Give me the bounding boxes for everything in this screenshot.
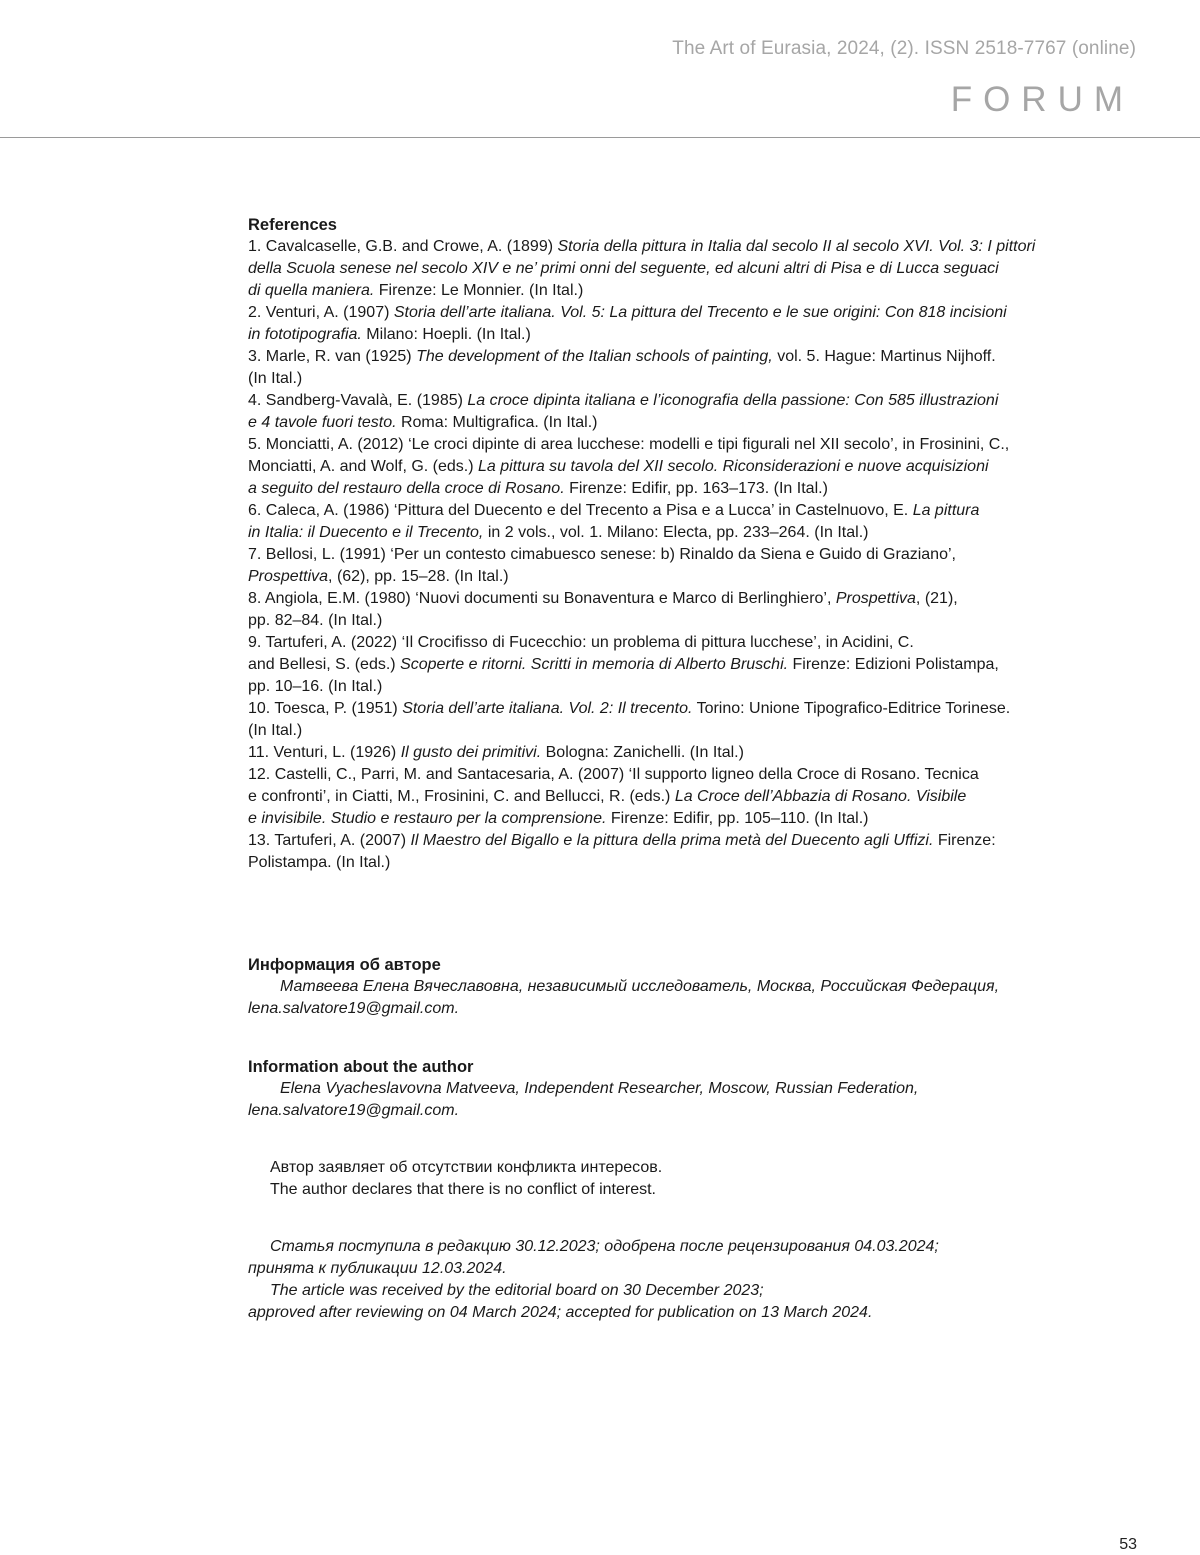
reference-text: 7. Bellosi, L. (1991) ‘Per un contesto cimabuesco senese: b) Rinaldo da Siena e Guido di Graziano’, [248,546,956,563]
page-number: 53 [1119,1536,1137,1553]
conflict-en: The author declares that there is no conflict of interest. [270,1181,656,1198]
reference-text: 12. Castelli, C., Parri, M. and Santacesaria, A. (2007) ‘Il supporto ligneo della Croce di Rosano. Tecnica [248,766,979,783]
reference-line [248,852,1148,874]
reference-line [248,500,1148,522]
reference-entry [248,302,1148,346]
reference-line [248,456,1148,478]
journal-citation: The Art of Eurasia, 2024, (2). ISSN 2518-7767 (online) [672,38,1136,59]
reference-line [248,544,1148,566]
reference-entry [248,434,1148,500]
reference-title-text: a seguito del restauro della croce di Rosano. [248,480,565,497]
reference-text: 9. Tartuferi, A. (2022) ‘Il Crocifisso di Fucecchio: un problema di pittura lucchese’, in Acidini, C. [248,634,914,651]
author-info-ru [248,954,1148,1020]
reference-line [248,654,1148,676]
reference-title-text: Storia dell’arte italiana. Vol. 5: La pittura del Trecento e le sue origini: Con 818 incisioni [393,304,1007,321]
reference-title-text: La pittura [912,502,980,519]
dates-en-line2: approved after reviewing on 04 March 2024; accepted for publication on 13 March 2024. [248,1304,873,1321]
reference-line [248,720,1148,742]
reference-entry [248,742,1148,764]
reference-title-text: di quella maniera. [248,282,375,299]
reference-entry [248,632,1148,698]
reference-text: Torino: Unione Tipografico-Editrice Torinese. [692,700,1011,717]
reference-title-text: La Croce dell’Abbazia di Rosano. Visibile [674,788,967,805]
reference-title-text: La pittura su tavola del XII secolo. Riconsiderazioni e nuove acquisizioni [478,458,989,475]
reference-text: Firenze: [933,832,996,849]
reference-title-text: Storia dell’arte italiana. Vol. 2: Il trecento. [402,700,693,717]
reference-entry [248,236,1148,302]
reference-text: 11. Venturi, L. (1926) [248,744,401,761]
reference-text: vol. 5. Hague: Martinus Nijhoff. [772,348,996,365]
reference-line [248,390,1148,412]
reference-text: 2. Venturi, A. (1907) [248,304,394,321]
reference-text: and Bellesi, S. (eds.) [248,656,401,673]
reference-title-text: Storia della pittura in Italia dal secolo II al secolo XVI. Vol. 3: I pittori [557,238,1036,255]
reference-text: (In Ital.) [248,722,303,739]
reference-title-text: Il Maestro del Bigallo e la pittura della prima metà del Duecento agli Uffizi. [410,832,934,849]
dates-en-line1: The article was received by the editorial board on 30 December 2023; [270,1282,764,1299]
reference-text: 4. Sandberg-Vavalà, E. (1985) [248,392,468,409]
reference-text: 1. Cavalcaselle, G.B. and Crowe, A. (1899) [248,238,558,255]
reference-text: pp. 10–16. (In Ital.) [248,678,383,695]
reference-line [248,808,1148,830]
reference-text: e confronti’, in Ciatti, M., Frosinini, C. and Bellucci, R. (eds.) [248,788,675,805]
reference-text: 10. Toesca, P. (1951) [248,700,403,717]
reference-entry [248,544,1148,588]
references-block [248,214,1148,874]
article-dates [248,1236,1148,1324]
reference-title-text: Prospettiva [835,590,916,607]
reference-line [248,786,1148,808]
reference-text: Firenze: Edifir, pp. 105–110. (In Ital.) [606,810,869,827]
reference-line [248,346,1148,368]
reference-title-text: e invisibile. Studio e restauro per la comprensione. [248,810,607,827]
author-info-en-line1: Elena Vyacheslavovna Matveeva, Independent Researcher, Moscow, Russian Federation, [280,1080,919,1097]
reference-title-text: in Italia: il Duecento e il Trecento, [248,524,484,541]
author-info-en [248,1056,1148,1122]
reference-text: Firenze: Edizioni Polistampa, [788,656,999,673]
reference-line [248,478,1148,500]
reference-entry [248,390,1148,434]
reference-text: , (62), pp. 15–28. (In Ital.) [328,568,509,585]
conflict-ru: Автор заявляет об отсутствии конфликта интересов. [270,1159,663,1176]
reference-line [248,698,1148,720]
reference-text: 6. Caleca, A. (1986) ‘Pittura del Duecento e del Trecento a Pisa e a Lucca’ in Castelnuovo, E. [248,502,913,519]
author-info-en-email: lena.salvatore19@gmail.com. [248,1102,460,1119]
reference-text: Milano: Hoepli. (In Ital.) [361,326,531,343]
reference-line [248,434,1148,456]
reference-title-text: Il gusto dei primitivi. [400,744,542,761]
reference-line [248,632,1148,654]
reference-text: Bologna: Zanichelli. (In Ital.) [541,744,744,761]
reference-entry [248,346,1148,390]
reference-text: Monciatti, A. and Wolf, G. (eds.) [248,458,479,475]
reference-line [248,368,1148,390]
reference-line [248,830,1148,852]
reference-entry [248,698,1148,742]
reference-text: 3. Marle, R. van (1925) [248,348,417,365]
author-info-ru-line1: Матвеева Елена Вячеславовна, независимый исследователь, Москва, Российская Федерация, [280,978,1000,995]
author-info-en-heading: Information about the author [248,1058,474,1076]
reference-line [248,566,1148,588]
reference-line [248,610,1148,632]
reference-text: 13. Tartuferi, A. (2007) [248,832,411,849]
section-title: FORUM [950,80,1134,119]
reference-text: pp. 82–84. (In Ital.) [248,612,383,629]
reference-title-text: in fototipografia. [248,326,362,343]
reference-title-text: della Scuola senese nel secolo XIV e ne’ primi onni del seguente, ed alcuni altri di Pisa e di Lucca seguaci [248,260,999,277]
reference-title-text: Prospettiva [248,568,329,585]
reference-line [248,324,1148,346]
reference-line [248,302,1148,324]
reference-line [248,280,1148,302]
reference-entry [248,830,1148,874]
reference-title-text: The development of the Italian schools of painting, [416,348,773,365]
reference-text: Firenze: Edifir, pp. 163–173. (In Ital.) [564,480,828,497]
reference-line [248,676,1148,698]
dates-ru-line1: Статья поступила в редакцию 30.12.2023; одобрена после рецензирования 04.03.2024; [270,1238,939,1255]
reference-line [248,258,1148,280]
author-info-ru-heading: Информация об авторе [248,956,441,974]
reference-text: 5. Monciatti, A. (2012) ‘Le croci dipinte di area lucchese: modelli e tipi figurali nel XII secolo’, in Frosinini, C., [248,436,1010,453]
header-divider [0,137,1200,138]
reference-title-text: e 4 tavole fuori testo. [248,414,397,431]
reference-entry [248,588,1148,632]
reference-line [248,522,1148,544]
reference-text: Polistampa. (In Ital.) [248,854,391,871]
reference-line [248,412,1148,434]
reference-text: (In Ital.) [248,370,303,387]
reference-text: , (21), [915,590,958,607]
reference-line [248,236,1148,258]
reference-entry [248,764,1148,830]
reference-entry [248,500,1148,544]
reference-line [248,742,1148,764]
reference-text: Firenze: Le Monnier. (In Ital.) [374,282,584,299]
reference-list [248,236,1148,874]
conflict-statement [248,1157,1148,1201]
dates-ru-line2: принята к публикации 12.03.2024. [248,1260,507,1277]
reference-text: 8. Angiola, E.M. (1980) ‘Nuovi documenti su Bonaventura e Marco di Berlinghiero’, [248,590,836,607]
reference-text: Roma: Multigrafica. (In Ital.) [396,414,598,431]
reference-title-text: Scoperte e ritorni. Scritti in memoria di Alberto Bruschi. [400,656,789,673]
author-info-ru-email: lena.salvatore19@gmail.com. [248,1000,460,1017]
reference-line [248,588,1148,610]
reference-title-text: La croce dipinta italiana e l’iconografia della passione: Con 585 illustrazioni [467,392,999,409]
reference-text: in 2 vols., vol. 1. Milano: Electa, pp. 233–264. (In Ital.) [483,524,869,541]
references-heading: References [248,216,337,234]
reference-line [248,764,1148,786]
